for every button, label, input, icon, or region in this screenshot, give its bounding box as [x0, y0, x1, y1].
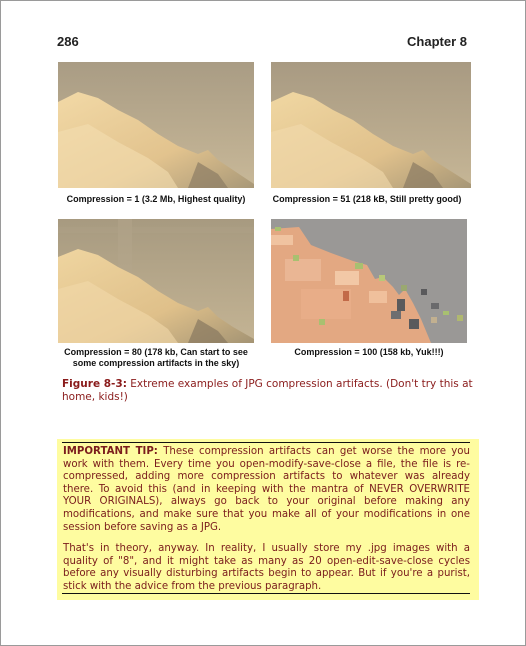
photo-compression-100	[271, 219, 467, 343]
tip-paragraph-1-text: These compression artifacts can get worse the more you work with them. Every time you open-modify-save-close a file, the file is re-compressed, adding more compression artifacts to whatever was already there. To avoid this (and in keeping with the mantra of NEVER OVERWRITE YOUR ORIGINALS), always go back to your original before making any modifications, and make sure that you make all of your modifications in one session before saving as a JPG.	[63, 446, 470, 533]
figure-label: Figure 8-3:	[62, 378, 127, 390]
figure-caption	[62, 378, 482, 404]
page-header	[57, 34, 467, 50]
photo-compression-80	[58, 219, 254, 343]
photo-caption-2: Compression = 51 (218 kB, Still pretty good)	[272, 194, 462, 204]
photo-caption-3	[53, 347, 259, 369]
tip-paragraph-1	[63, 446, 470, 534]
photo-compression-51	[271, 62, 471, 188]
tip-lead: IMPORTANT TIP:	[63, 446, 158, 457]
figure-text: Extreme examples of JPG compression artifacts. (Don't try this at home, kids!)	[62, 378, 473, 403]
photo-caption-1: Compression = 1 (3.2 Mb, Highest quality)	[66, 194, 246, 204]
tip-paragraph-2: That's in theory, anyway. In reality, I usually store my .jpg images with a quality of "8", and it might take as many as 20 open-edit-save-close cycles before any visually disturbing artifacts begin to appear. But if you're a purist, stick with the advice from the previous paragraph.	[63, 543, 470, 592]
photo-compression-1	[58, 62, 254, 188]
tip-top-rule	[62, 442, 470, 443]
photo-caption-3-line-1: Compression = 80 (178 kb, Can start to see	[64, 347, 248, 357]
page-number: 286	[57, 34, 79, 49]
photo-caption-4: Compression = 100 (158 kb, Yuk!!!)	[294, 347, 444, 357]
tip-bottom-rule	[62, 593, 470, 594]
photo-caption-3-line-2: some compression artifacts in the sky)	[72, 358, 240, 368]
chapter-title: Chapter 8	[407, 34, 467, 49]
